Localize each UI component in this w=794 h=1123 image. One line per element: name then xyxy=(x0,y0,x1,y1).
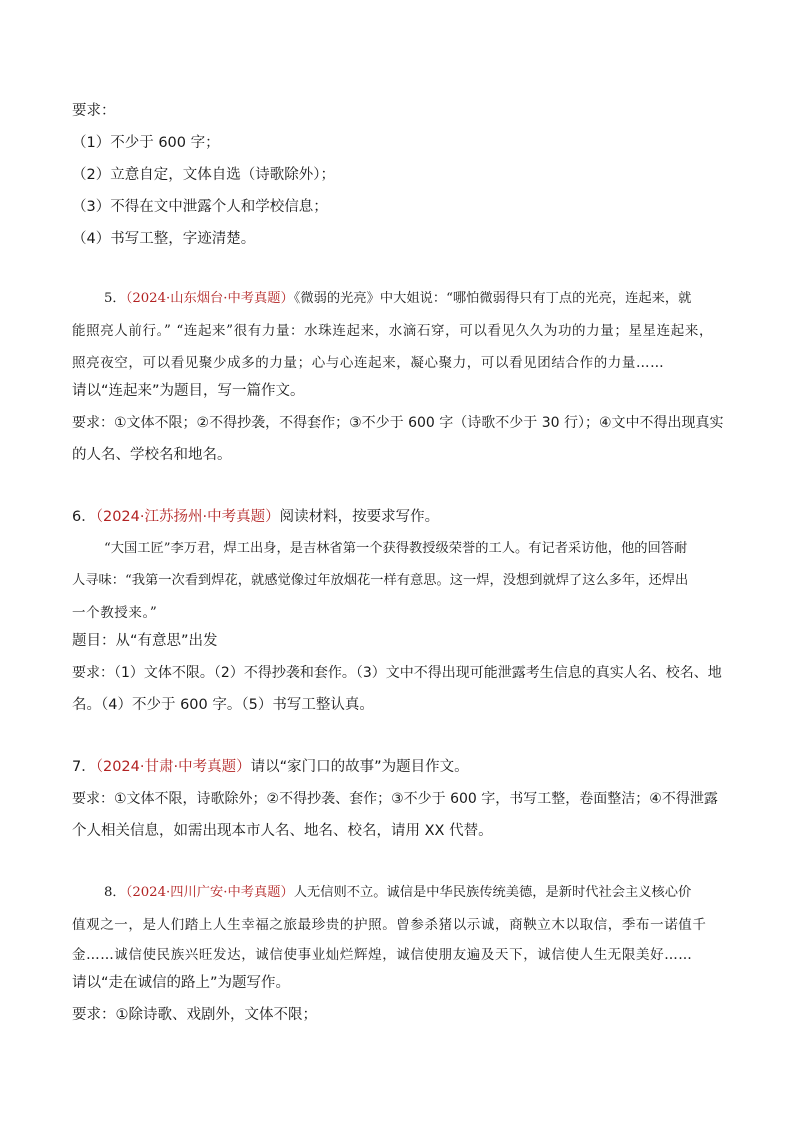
question-source: （2024·江苏扬州·中考真题） xyxy=(95,509,280,525)
material-line: 人寻味：“我第一次看到焊花，就感觉像过年放烟花一样有意思。这一焊，没想到就焊了这么多年，还焊出 xyxy=(72,573,689,588)
question-5-header xyxy=(104,289,724,309)
requirement-line: 要求：①文体不限，诗歌除外；②不得抄袭、套作；③不少于 600 字，书写工整，卷面整洁；④不得泄露 xyxy=(72,791,718,807)
requirement-line: 名。（4）不少于 600 字。（5）书写工整认真。 xyxy=(72,697,374,713)
requirement-line: 个人相关信息，如需出现本市人名、地名、校名，请用 XX 代替。 xyxy=(72,823,493,839)
question-7-header xyxy=(72,757,724,777)
material-line: “大国工匠”李万君，焊工出身，是吉林省第一个获得教授级荣誉的工人。有记者采访他，他的回答耐 xyxy=(104,541,688,556)
requirement-item: （2）立意自定，文体自选（诗歌除外）； xyxy=(72,167,335,183)
writing-prompt: 请以“连起来”为题目，写一篇作文。 xyxy=(72,383,305,399)
question-intro: 阅读材料，按要求写作。 xyxy=(279,509,440,525)
requirement-title: 要求： xyxy=(72,103,116,119)
requirement-line: 要求：①文体不限；②不得抄袭，不得套作；③不少于 600 字（诗歌不少于 30 行）；④文中不得出现真实 xyxy=(72,415,724,431)
requirement-item: （1）不少于 600 字； xyxy=(72,135,220,151)
requirement-item: （4）书写工整，字迹清楚。 xyxy=(72,231,256,247)
requirement-line: 要求：①除诗歌、戏剧外，文体不限； xyxy=(72,1007,317,1023)
essay-topic: 题目：从“有意思”出发 xyxy=(72,633,218,649)
question-intro: 请以“家门口的故事”为题目作文。 xyxy=(250,759,469,775)
material-line: 人无信则不立。诚信是中华民族传统美德，是新时代社会主义核心价 xyxy=(293,885,692,900)
material-line: 照亮夜空，可以看见聚少成多的力量；心与心连起来，凝心聚力，可以看见团结合作的力量…… xyxy=(72,355,665,371)
writing-prompt: 请以“走在诚信的路上”为题写作。 xyxy=(72,975,291,991)
question-6-header xyxy=(72,507,724,527)
question-number: 7． xyxy=(72,759,96,775)
question-number: 6． xyxy=(72,509,96,525)
question-number: 8． xyxy=(104,885,126,900)
material-line: 值观之一，是人们踏上人生幸福之旅最珍贵的护照。曾参杀猪以示诚，商鞅立木以取信，季布一诺值千 xyxy=(72,917,707,933)
material-line: 一个教授来。” xyxy=(72,605,158,621)
requirement-item: （3）不得在文中泄露个人和学校信息； xyxy=(72,199,328,215)
material-line: 《微弱的光亮》中大姐说：“哪怕微弱得只有丁点的光亮，连起来，就 xyxy=(293,291,692,306)
question-source: （2024·甘肃·中考真题） xyxy=(95,759,251,775)
material-line: 金……诚信使民族兴旺发达，诚信使事业灿烂辉煌，诚信使朋友遍及天下，诚信使人生无限美好…… xyxy=(72,947,693,963)
question-source: （2024·四川广安·中考真题） xyxy=(125,885,294,900)
question-number: 5． xyxy=(104,291,126,306)
question-source: （2024·山东烟台·中考真题） xyxy=(125,291,294,306)
question-8-header xyxy=(104,883,724,903)
requirement-line: 要求：（1）文体不限。（2）不得抄袭和套作。（3）文中不得出现可能泄露考生信息的真实人名、校名、地 xyxy=(72,665,722,681)
requirement-line: 的人名、学校名和地名。 xyxy=(72,447,232,463)
material-line: 能照亮人前行。” “连起来”很有力量：水珠连起来，水滴石穿，可以看见久久为功的力量；星星连起来， xyxy=(72,323,714,339)
